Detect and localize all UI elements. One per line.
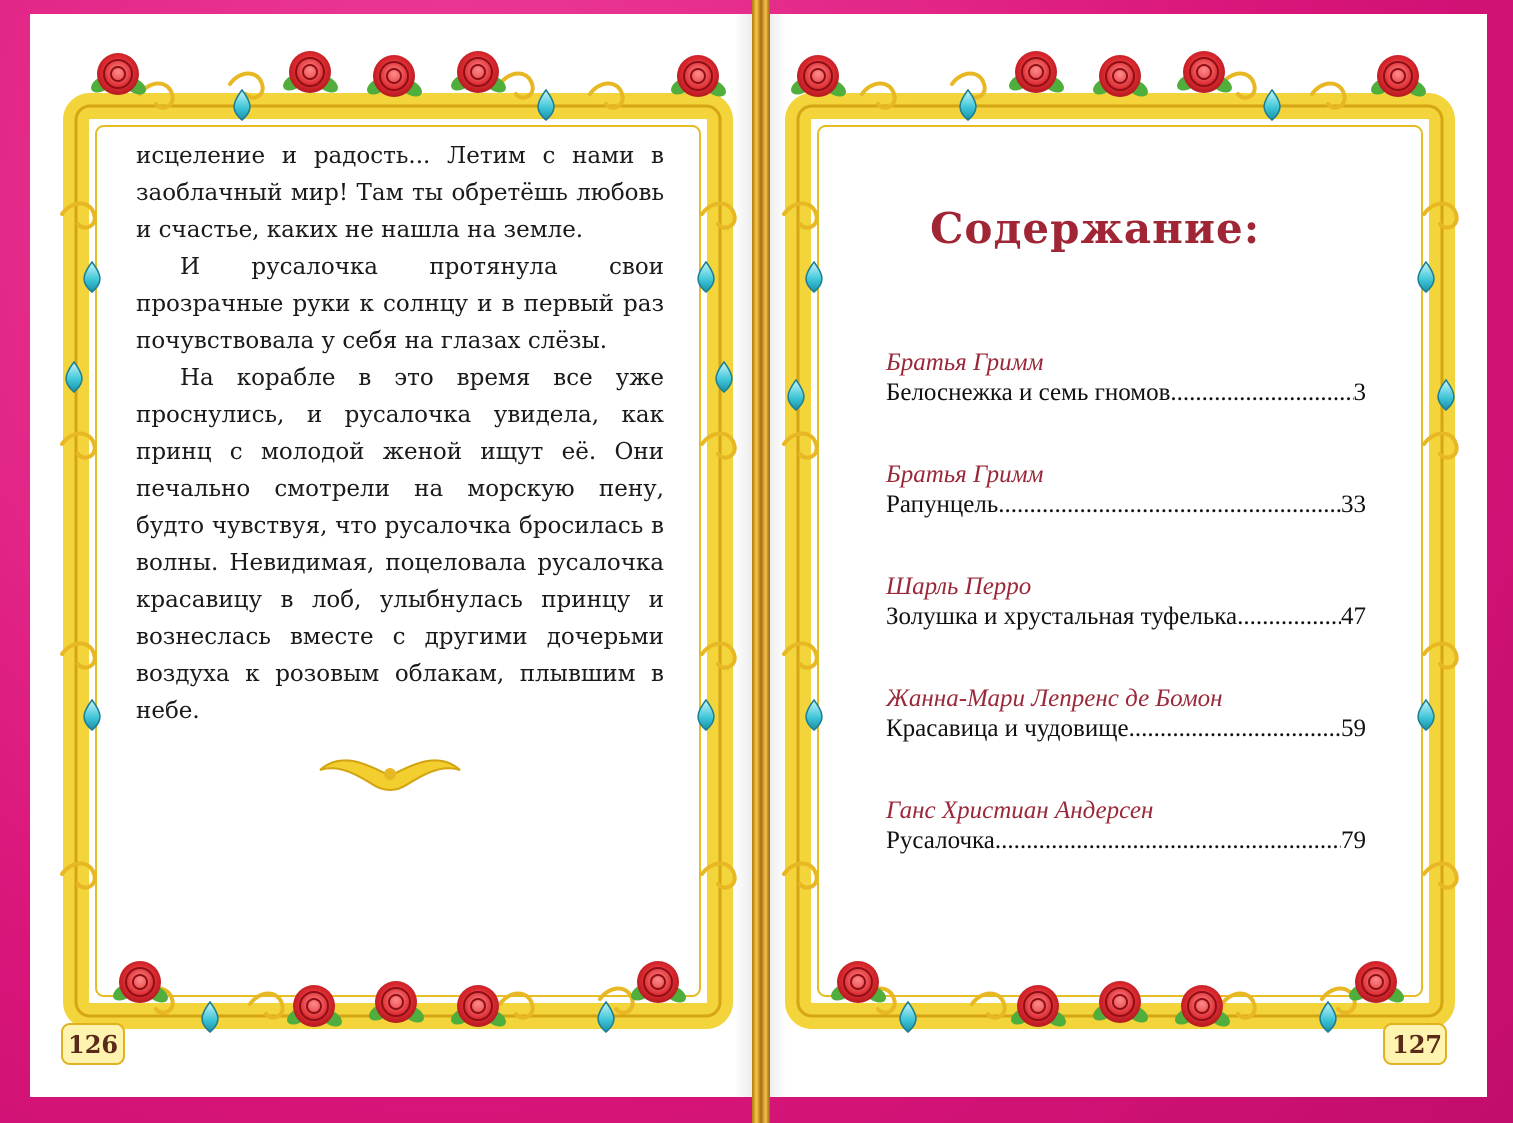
toc-line bbox=[886, 714, 1366, 744]
toc-story-title: Рапунцель bbox=[886, 491, 999, 518]
paragraph: И русалочка протянула свои прозрачные руки к солнцу и в первый раз почувствовала у себя на глазах слёзы. bbox=[136, 254, 664, 354]
table-of-contents bbox=[886, 348, 1366, 908]
toc-author: Братья Гримм bbox=[886, 349, 1044, 376]
toc-line bbox=[886, 826, 1366, 856]
left-page bbox=[30, 14, 758, 1097]
toc-page-number: 33 bbox=[1341, 491, 1366, 518]
toc-leader-dots bbox=[1129, 714, 1341, 744]
toc-story-title: Русалочка bbox=[886, 827, 995, 854]
toc-page-number: 3 bbox=[1353, 379, 1366, 406]
toc-entry bbox=[886, 796, 1366, 908]
toc-line bbox=[886, 378, 1366, 408]
toc-leader-dots bbox=[1170, 378, 1353, 408]
paragraph: исцеление и радость... Летим с нами в заоблачный мир! Там ты обретёшь любовь и счастье, каких не нашла на земле. bbox=[136, 143, 664, 243]
toc-line bbox=[886, 602, 1366, 632]
book-spine-ribbon bbox=[752, 0, 770, 1123]
right-page bbox=[762, 14, 1487, 1097]
story-text bbox=[136, 138, 664, 730]
page-number-right: 127 bbox=[1392, 1030, 1443, 1059]
toc-entry bbox=[886, 684, 1366, 796]
paragraph: На корабле в это время все уже проснулись, и русалочка увидела, как принц с молодой женой ищут её. Они печально смотрели на морскую пену, будто чувствуя, что русалочка бросилась в волны. Невидимая, поцеловала русалочка красавицу в лоб, улыбнулась принцу и вознеслась вместе с другими дочерьми воздуха к розовым облакам, плывшим в небе. bbox=[136, 365, 664, 724]
toc-leader-dots bbox=[998, 490, 1341, 520]
toc-story-title: Красавица и чудовище bbox=[886, 715, 1129, 742]
toc-story-title: Белоснежка и семь гномов bbox=[886, 379, 1171, 406]
page-number-left: 126 bbox=[68, 1030, 119, 1059]
toc-author: Ганс Христиан Андерсен bbox=[886, 797, 1154, 824]
toc-leader-dots bbox=[1237, 602, 1341, 632]
toc-entry bbox=[886, 460, 1366, 572]
toc-entry bbox=[886, 348, 1366, 460]
toc-page-number: 79 bbox=[1341, 827, 1366, 854]
toc-page-number: 47 bbox=[1341, 603, 1366, 630]
toc-page-number: 59 bbox=[1341, 715, 1366, 742]
toc-author: Шарль Перро bbox=[886, 573, 1032, 600]
toc-entry bbox=[886, 572, 1366, 684]
toc-story-title: Золушка и хрустальная туфелька bbox=[886, 603, 1238, 630]
toc-author: Жанна-Мари Лепренс де Бомон bbox=[886, 685, 1223, 712]
toc-line bbox=[886, 490, 1366, 520]
toc-title: Содержание: bbox=[930, 204, 1261, 253]
toc-author: Братья Гримм bbox=[886, 461, 1044, 488]
toc-leader-dots bbox=[995, 826, 1341, 856]
